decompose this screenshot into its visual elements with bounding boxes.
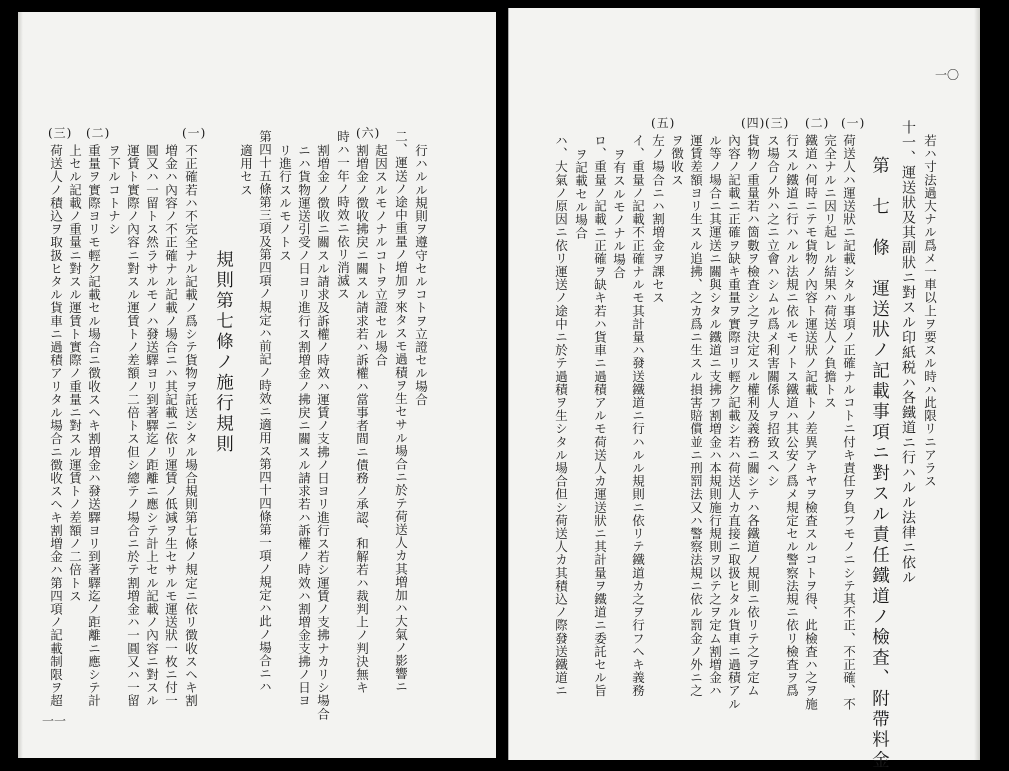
text-column: 十一、運送狀及其副狀ニ對スル印紙税ハ各鐵道ニ行ハルル法律ニ依ル: [900, 120, 916, 585]
page-number: 一〇: [935, 68, 960, 82]
text-column: ヲ有スルモノナル場合: [611, 148, 627, 279]
item-marker: (三): [48, 126, 73, 140]
text-column: 二、運送ノ途中重量ノ増加ヲ來タスモ過積ヲ生セサル場合ニ於テ荷送人カ其増加ハ大氣ノ影響ニ: [393, 130, 409, 694]
text-column: 起因スルモノナルコトヲ立證セル場合: [373, 144, 389, 367]
text-column: ロ、重量ノ記載ニ正確ヲ缺キ若ハ貨車ニ過積アルモ荷送人カ運送狀ニ其計量ヲ鐵道ニ委託セル旨: [592, 134, 608, 698]
text-column: ハ、大氣ノ原因ニ依リ運送ノ途中ニ於テ過積ヲ生シタル場合但シ荷送人カ其積込ノ際發送鐵道ニ: [553, 134, 569, 698]
text-column: リ進行スルモノトス: [277, 144, 293, 262]
text-column: 內容ノ記載ニ正確ヲ缺キ重量ヲ實際ヨリ輕ク記載シ若ハ荷送人カ直接ニ取扱ヒタル貨車ニ過積アル: [726, 134, 742, 711]
article-heading: 第 七 條 運送狀ノ記載事項ニ對スル責任鐵道ノ檢査、附帶料金: [869, 156, 890, 771]
text-column: 若ハ寸法過大ナル爲メ一車以上ヲ要スル時ハ此限リニアラス: [922, 134, 938, 488]
text-column: 第四十五條第三項及第四項ノ規定ハ前記ノ時效ニ適用ス第四十四條第一項ノ規定ハ此ノ場合ニハ: [257, 130, 273, 694]
item-marker: (三): [765, 116, 790, 130]
text-column: 増金ハ內容ノ不正確ナル記載ノ場合ニハ其記載ニ依リ運賃ノ低減ヲ生セサルモ運送狀一枚ニ付一: [163, 144, 179, 708]
item-marker: (四): [741, 116, 766, 130]
text-column: 左ノ場合ニハ割増金ヲ課セス: [650, 134, 666, 305]
item-marker: (二): [86, 126, 111, 140]
text-column: 適用セス: [238, 144, 254, 197]
text-column: 割増金ノ徴收ニ關スル請求及訴權ノ時效ハ運賃ノ支拂ノ日ヨリ進行ス若シ運賃ノ支拂ナカリシ場合: [315, 144, 331, 721]
text-column: 荷送人ハ運送狀ニ記載シタル事項ノ正確ナルコトニ付キ責任ヲ負フモノニシテ其不正、不正確、不: [841, 134, 857, 711]
text-column: 完全ナルニ因リ起レル結果ハ荷送人ノ負擔トス: [822, 134, 838, 410]
text-column: ヲ記載セル場合: [573, 148, 589, 240]
text-column: 運賃差額ヨリ生スル追拂、之カ爲ニ生スル損害賠償並ニ刑罰法又ハ警察法規ニ依ル罰金ノ外ニ之: [688, 134, 704, 698]
text-column: 荷送人ノ積込ヲ取扱ヒタル貨車ニ過積アリタル場合ニ徴收スヘキ割増金ハ第四項ノ記載制限ヲ超: [48, 144, 64, 708]
text-column: 不正確若ハ不完全ナル記載ノ爲シテ貨物ヲ託送シタル場合規則第七條ノ規定ニ依リ徴收スヘキ割: [183, 144, 199, 708]
text-column: 行スル鐵道ニ行ハルル法規ニ依ルモノトス鐵道ハ其公安ノ爲メ規定セル警察法規ニ依リ檢査ヲ爲: [784, 134, 800, 698]
item-marker: (一): [182, 126, 207, 140]
text-column: ヲ徴收ス: [669, 134, 685, 187]
text-column: 重量ヲ實際ヨリモ輕ク記載セル場合ニ徴收スヘキ割増金ハ發送驛ヨリ到著驛迄ノ距離ニ應シテ計: [86, 144, 102, 708]
section-marker: (六): [356, 126, 381, 140]
right-page: [508, 8, 980, 771]
text-column: ル等ノ場合ニ其運送ニ關與シタル鐵道ニ支拂フ割増金ハ本規則施行規則ヲ以テ之ヲ定ム割増金ハ: [707, 134, 723, 698]
section-heading: 規則第七條ノ施行規則: [213, 250, 234, 455]
text-column: 時ハ一年ノ時效ニ依リ消滅ス: [335, 130, 351, 301]
page-edge-shadow: [18, 12, 23, 758]
page-edge-shadow: [974, 8, 980, 760]
text-column: 貨物ノ重量若ハ箇數ヲ檢査シ之ヲ決定スル權利及義務ニ關シテハ各鐵道ノ規則ニ依リテ之ヲ定ム: [745, 134, 761, 698]
text-column: ニハ貨物運送引受ノ日ヨリ進行ス割増金ノ拂戻ニ關スル請求若ハ訴權ノ時效ハ割増金支拂ノ日ヨ: [296, 144, 312, 708]
text-column: ス場合ノ外ハ之ニ立會ハシムル爲メ利害關係人ヲ招致スヘシ: [765, 134, 781, 488]
item-marker: (二): [805, 116, 830, 130]
text-column: イ、重量ノ記載不正確ナルモ其計量ハ發送鐵道ニ行ハルル規則ニ依リテ鐵道カ之ヲ行フヘキ義務: [630, 134, 646, 698]
text-column: 割増金ノ徴收拂戻ニ關スル請求若ハ訴權ハ當事者間ニ債務ノ承認、和解若ハ裁判上ノ判決無キ: [354, 144, 370, 695]
text-column: 行ハルル規則ヲ遵守セルコトヲ立證セル場合: [413, 144, 429, 406]
left-page: [18, 12, 496, 758]
text-column: 鐵道ハ何時ニテモ貨物ノ內容ト運送狀ノ記載トノ差異アキヤヲ檢査スルコトヲ得、此檢査ハ之ヲ施: [803, 134, 819, 711]
page-number: 一一: [42, 714, 67, 728]
item-marker: (一): [841, 116, 866, 130]
text-column: ヲ下ルコトナシ: [106, 144, 122, 236]
text-column: 上セル記載ノ重量ニ對スル運賃ト實際ノ重量ニ對スル運賃トノ差額ノ二倍トス: [67, 144, 83, 603]
text-column: 圓又ハ一留トス然ラサルモノハ發送驛ヨリ到著驛迄ノ距離ニ應シテ計上セル記載ノ內容ニ對スル: [144, 144, 160, 708]
item-marker: (五): [651, 116, 676, 130]
text-column: 運賃ト實際ノ內容ニ對スル運賃トノ差額ノ二倍トス但シ總テノ場合ニ於テ割増金ハ一圓又ハ一留: [125, 144, 141, 708]
